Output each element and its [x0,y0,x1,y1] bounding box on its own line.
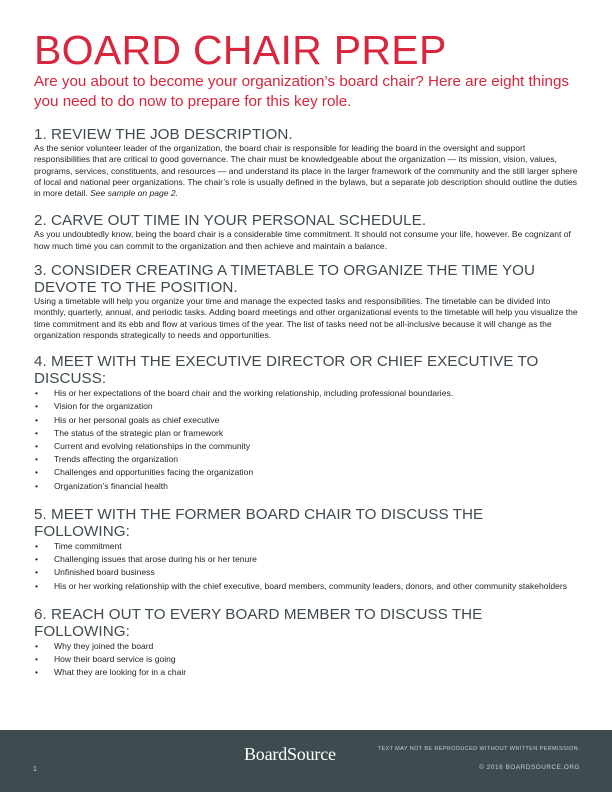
list-item: • Trends affecting the organization [34,453,580,466]
section-review-job-description [34,126,580,199]
section-meet-executive-director [34,353,580,493]
sample-note: See sample on page 2. [90,188,178,199]
reproduction-notice: TEXT MAY NOT BE REPRODUCED WITHOUT WRITTEN PERMISSION. [377,746,580,752]
section-heading: 3. CONSIDER CREATING A TIMETABLE TO ORGANIZE THE TIME YOU DEVOTE TO THE POSITION. [34,262,536,297]
section-heading: 4. MEET WITH THE EXECUTIVE DIRECTOR OR CHIEF EXECUTIVE TO DISCUSS: [34,353,539,388]
list-item: • Challenges and opportunities facing the organization [34,466,580,479]
page-title: BOARD CHAIR PREP [34,27,447,73]
intro-text: Are you about to become your organization’s board chair? Here are eight things you need to do now to prepare for this key role. [34,73,569,110]
bullet-list [34,640,580,680]
section-heading: 1. REVIEW THE JOB DESCRIPTION. [34,126,293,143]
list-item: • Current and evolving relationships in the community [34,440,580,453]
list-item: • His or her personal goals as chief executive [34,414,580,427]
list-item: • His or her expectations of the board chair and the working relationship, including professional boundaries. [34,387,580,400]
list-item: • His or her working relationship with the chief executive, board members, community leaders, donors, and other community stakeholders [34,580,580,593]
section-heading: 6. REACH OUT TO EVERY BOARD MEMBER TO DISCUSS THE FOLLOWING: [34,605,483,640]
section-heading: 2. CARVE OUT TIME IN YOUR PERSONAL SCHEDULE. [34,212,427,230]
section-body [34,143,580,199]
section-create-timetable [34,262,580,341]
bullet-list [34,387,580,493]
document-content [34,28,580,679]
list-item: • Why they joined the board [34,640,580,653]
section-body-text: As the senior volunteer leader of the organization, the board chair is responsible for leading the board in the oversight and support responsibilities that are critical to good governance. The chair must be knowledgeable about the organization — its mission, vision, values, programs, services, constituents, and resources — and understand its place in the larger framework of the community and the still larger sphere of local and national peer organizations. The chair’s role is usually defined in the bylaws, but a separate job description should outline the duties in more detail. [34,143,578,199]
section-heading: 5. MEET WITH THE FORMER BOARD CHAIR TO DISCUSS THE FOLLOWING: [34,505,484,540]
section-reach-out-board-members [34,606,580,680]
list-item: • Challenging issues that arose during his or her tenure [34,553,580,566]
bullet-list [34,540,580,593]
page-footer [0,730,612,792]
list-item: • Unfinished board business [34,566,580,579]
section-body: Using a timetable will help you organize your time and manage the expected tasks and responsibilities. The timetable can be divided into monthly, quarterly, annual, and periodic tasks. Adding board meetings and other organizational events to the timetable will help you visualize the time commitment and its ebb and flow at various times of the year. The list of tasks need not be all-inclusive because it will change as the organization responds strategically to needs and opportunities. [34,296,578,340]
list-item: • Organization’s financial health [34,480,580,493]
list-item: • The status of the strategic plan or framework [34,427,580,440]
section-body: As you undoubtedly know, being the board chair is a considerable time commitment. It should not consume your life, however. Be cognizant of how much time you can commit to the organization and then achieve and maintain a balance. [34,229,571,251]
list-item: • What they are looking for in a chair [34,666,580,679]
list-item: • Time commitment [34,540,580,553]
section-carve-out-time [34,212,580,252]
copyright-text: © 2016 BOARDSOURCE.ORG [479,764,580,771]
list-item: • How their board service is going [34,653,580,666]
list-item: • Vision for the organization [34,400,580,413]
page-number: 1 [33,766,37,773]
boardsource-logo: BoardSource [244,744,336,764]
section-meet-former-chair [34,506,580,593]
